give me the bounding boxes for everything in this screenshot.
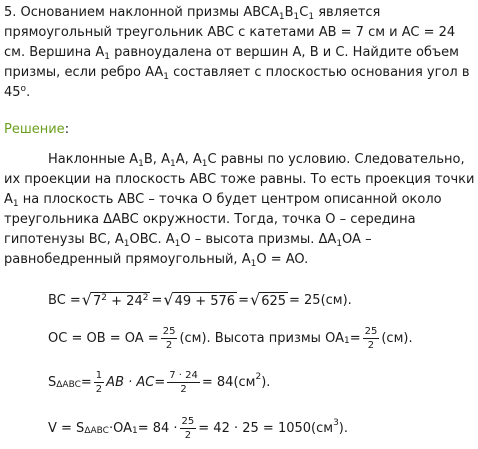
problem-text: 5. Основанием наклонной призмы ABCA xyxy=(4,5,279,20)
radical-sign: √ xyxy=(249,289,261,309)
fraction xyxy=(180,416,197,441)
problem-statement xyxy=(4,3,474,103)
solution-part: B, A xyxy=(143,152,170,167)
solution-part: Наклонные A xyxy=(48,152,139,167)
superscript: 2 xyxy=(101,292,108,303)
formula-text: = xyxy=(151,292,163,308)
solution-part: A, A xyxy=(175,152,202,167)
radical-sign: √ xyxy=(81,289,92,309)
problem-text: . xyxy=(26,85,31,100)
solution-part: C равны по условию. Следовательно, их проекции на плоскость ABC тоже равны. То есть проекция точки A xyxy=(4,152,475,207)
solution-heading-colon: : xyxy=(64,122,70,137)
formula-text: = 84(см xyxy=(201,374,256,390)
subscript: 1 xyxy=(293,12,300,22)
solution-part: O – высота призмы. ΔA xyxy=(180,232,337,247)
superscript: o xyxy=(20,84,27,94)
radical-sign: √ xyxy=(163,289,174,309)
subscript: 1 xyxy=(138,159,144,169)
formula-bc xyxy=(48,282,352,318)
subscript: 1 xyxy=(336,239,343,249)
formula-text: = 84 · xyxy=(137,420,178,436)
formula-text: ·OA xyxy=(108,420,132,436)
radicand xyxy=(91,292,150,310)
fraction xyxy=(94,370,104,395)
formula-area: S $_{\Delta ABC}$ = $\frac{1}{2}$ AB · AC = $\frac{7 \cdot 24}{2}$ = 84(см $^2$ ). xyxy=(48,369,271,395)
radicand: 625 xyxy=(261,293,287,309)
formula-oc: OC = OB = OA = $\frac{25}{2}$ (см). Высота призмы OA $_1$ = $\frac{25}{2}$ (см). xyxy=(48,325,413,351)
numerator: 7 · 24 xyxy=(169,369,198,381)
problem-text: составляет с плоскостью основания угол в 45 xyxy=(4,65,470,100)
subscript: 1 xyxy=(278,12,285,22)
subscript: 1 xyxy=(104,52,110,62)
formula-volume: V = S $_{\Delta ABC}$ ·OA $_1$ = 84 · $\frac{25}{2}$ = 42 · 25 = 1050(см $^3$ ). xyxy=(48,415,349,441)
formula-text: (см). Высота призмы OA xyxy=(179,330,344,346)
formula-text: = xyxy=(349,330,361,346)
sqrt-expression xyxy=(163,291,237,310)
problem-text: равноудалена от вершин A, B и C. Найдите объем призмы, если ребро AA xyxy=(4,45,459,80)
numerator: 25 xyxy=(364,325,378,337)
sqrt-expression xyxy=(82,291,151,310)
solution-part: O = AO. xyxy=(256,252,309,267)
subscript: 1 xyxy=(308,12,315,22)
solution-heading-text: Решение xyxy=(4,122,65,137)
denominator: 2 xyxy=(95,383,103,395)
formula-text: ). xyxy=(261,374,271,390)
subscript: 1 xyxy=(12,199,19,209)
formula-text: S xyxy=(48,374,57,390)
solution-text xyxy=(4,150,476,270)
formula-text: (см). xyxy=(381,330,413,346)
denominator: 2 xyxy=(367,339,375,351)
superscript: 2 xyxy=(142,292,149,303)
solution-heading xyxy=(4,122,69,138)
radicand-part: + 24 xyxy=(107,293,143,309)
problem-text: B xyxy=(284,5,294,20)
formula-text: = 42 · 25 = 1050(см xyxy=(198,420,334,436)
fraction xyxy=(363,326,380,351)
formula-text: = xyxy=(80,374,92,390)
denominator: 2 xyxy=(180,383,187,395)
subscript: 1 xyxy=(201,159,208,169)
fraction xyxy=(161,326,178,351)
solution-part: OBC. A xyxy=(129,232,175,247)
fraction xyxy=(167,370,200,395)
formula-text: OC = OB = OA = xyxy=(48,330,159,346)
formula-text: V = S xyxy=(48,420,85,436)
problem-text: является прямоугольный треугольник ABC с катетами AB = 7 см и AC = 24 см. Вершина A xyxy=(4,5,456,60)
denominator: 2 xyxy=(165,339,173,351)
subscript: 1 xyxy=(250,259,257,269)
problem-text: C xyxy=(299,5,309,20)
formula-text: ). xyxy=(338,420,349,436)
formula-text: = 25(см). xyxy=(289,292,352,308)
solution-part: на плоскость ABC – точка O будет центром описанной около треугольника ΔABC окружности. Тогда, точка O – середина гипотенузы BC, A xyxy=(4,192,442,247)
denominator: 2 xyxy=(184,429,192,441)
subscript: 1 xyxy=(169,159,176,169)
formula-text: = xyxy=(154,374,166,390)
formula-text: = xyxy=(238,292,249,308)
subscript: 1 xyxy=(174,239,181,249)
numerator: 25 xyxy=(162,325,176,337)
numerator: 1 xyxy=(95,369,103,381)
radicand-part: 7 xyxy=(93,293,102,309)
solution-part: OA – равнобедренный прямоугольный, A xyxy=(4,232,372,267)
subscript: 1 xyxy=(123,239,130,249)
radicand: 49 + 576 xyxy=(174,293,236,309)
formula-text: AB · AC xyxy=(106,374,155,390)
subscript: 1 xyxy=(163,72,169,82)
numerator: 25 xyxy=(181,415,195,427)
formula-text: BC = xyxy=(48,292,81,308)
sqrt-expression xyxy=(250,291,288,310)
